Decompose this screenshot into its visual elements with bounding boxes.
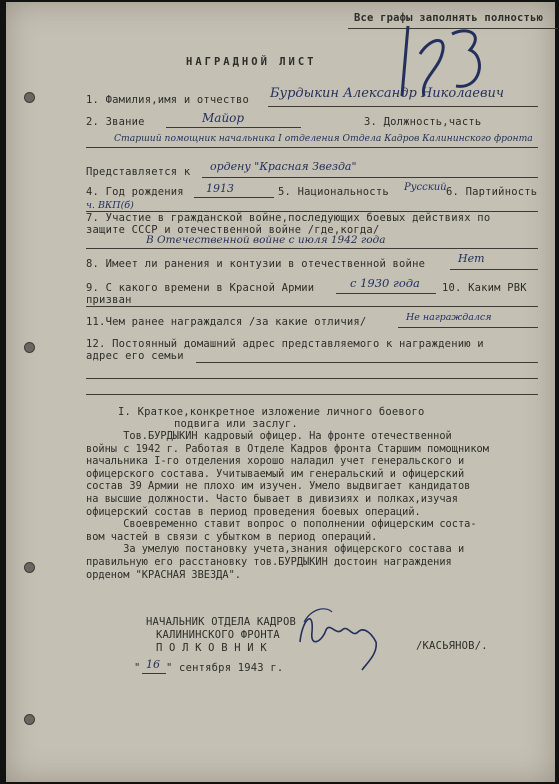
presented-label: Представляется к: [86, 166, 191, 178]
header-note: Все графы заполнять полностью: [354, 12, 544, 24]
field-4-value: 1913: [206, 182, 234, 195]
award-sheet: [6, 2, 555, 782]
field-11-label: 11.Чем ранее награждался /за какие отличия/: [86, 316, 367, 328]
section-heading-2: подвига или заслуг.: [174, 418, 298, 430]
field-1-label: 1. Фамилия,имя и отчество: [86, 94, 250, 106]
binding-hole: [24, 714, 35, 725]
field-5-value: Русский: [404, 182, 447, 193]
section-heading-1: I. Краткое,конкретное изложение личного боевого: [118, 406, 425, 418]
form-title: НАГРАДНОЙ ЛИСТ: [186, 56, 317, 68]
handwritten-signature: [292, 602, 382, 672]
field-10-label: 10. Каким РВК: [442, 282, 527, 294]
presented-value: ордену "Красная Звезда": [210, 160, 357, 173]
position-value: Старший помощник начальника I отделения Отдела Кадров Калининского фронта: [114, 133, 533, 144]
field-6-value: ч. ВКП(б): [86, 200, 134, 211]
field-12-label-1: 12. Постоянный домашний адрес представляемого к награждению и: [86, 338, 484, 350]
field-7-label-2: защите СССР и отечественной войне /где,когда/: [86, 224, 380, 236]
field-9-label-2: призван: [86, 294, 132, 306]
field-8-label: 8. Имеет ли ранения и контузии в отечественной войне: [86, 258, 426, 270]
field-11-value: Не награждался: [406, 312, 492, 323]
field-1-value: Бурдыкин Александр Николаевич: [270, 86, 504, 101]
field-5-label: 5. Национальность: [278, 186, 389, 198]
signer-name: /КАСЬЯНОВ/.: [416, 640, 488, 652]
merit-description: Тов.БУРДЫКИН кадровый офицер. На фронте отечественной войны с 1942 г. Работая в Отделе Кадров фронта Старшим помощником начальника I-го отделения хорошо наладил учет генеральского и офицерского состава. Учитываемый им генеральский и офицерский состав 39 Армии не плохо им изучен. Умело выдвигает кандидатов на высшие должности. Часто бывает в дивизиях и полках,изучая офицерский состав в период проведения боевых операций. Своевременно ставит вопрос о пополнении офицерским соста- вом частей в связи с убытком в период операций. За умелую постановку учета,знания офицерского состава и правильную его расстановку тов.БУРДЫКИН достоин награждения орденом "КРАСНАЯ ЗВЕЗДА".: [86, 430, 489, 581]
field-7-value: В Отечественной войне с июля 1942 года: [146, 234, 386, 246]
field-8-value: Нет: [458, 252, 485, 265]
field-12-label-2: адрес его семьи: [86, 350, 184, 362]
field-2-label: 2. Звание: [86, 116, 145, 128]
binding-hole: [24, 562, 35, 573]
field-9-label: 9. С какого времени в Красной Армии: [86, 282, 315, 294]
date-day: 16: [146, 658, 160, 671]
signer-rank: П О Л К О В Н И К: [156, 642, 267, 654]
signer-title-line-1: НАЧАЛЬНИК ОТДЕЛА КАДРОВ: [146, 616, 296, 628]
field-4-label: 4. Год рождения: [86, 186, 184, 198]
field-9-value: с 1930 года: [350, 276, 420, 290]
date-rest: " сентября 1943 г.: [166, 662, 284, 674]
field-7-label-1: 7. Участие в гражданской войне,последующих боевых действиях по: [86, 212, 491, 224]
binding-hole: [24, 342, 35, 353]
binding-hole: [24, 92, 35, 103]
date-open-quote: ": [134, 662, 141, 674]
field-3-label: 3. Должность,часть: [364, 116, 482, 128]
field-2-value: Майор: [202, 111, 245, 125]
signer-title-line-2: КАЛИНИНСКОГО ФРОНТА: [156, 629, 280, 641]
field-6-label: 6. Партийность: [446, 186, 538, 198]
